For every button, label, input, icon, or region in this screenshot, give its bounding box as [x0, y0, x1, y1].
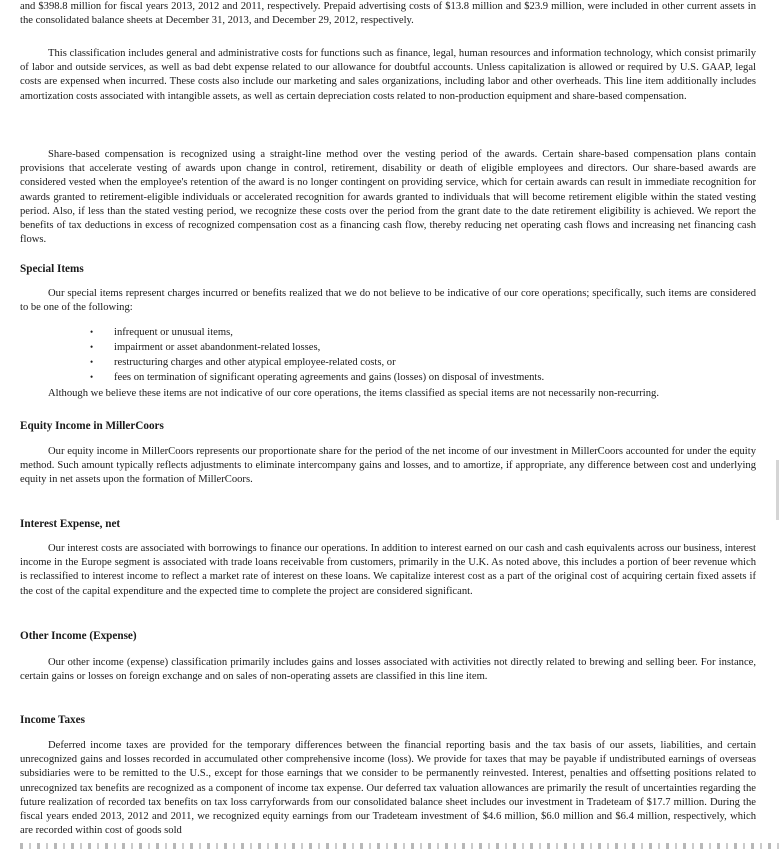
special-items-list — [90, 325, 690, 385]
list-item: • infrequent or unusual items, — [90, 325, 690, 340]
special-items-closing: Although we believe these items are not indicative of our core operations, the items classified as special items are not necessarily non-recurring. — [48, 388, 659, 399]
other-income-heading: Other Income (Expense) — [20, 630, 137, 642]
equity-income-paragraph: Our equity income in MillerCoors represents our proportionate share for the period of the net income of our investment in MillerCoors accounted for under the equity method. Such amount typically reflects adjustments to eliminate intercompany gains and losses, and to amortize, if appropriate, any difference between cost and underlying equity in net assets upon the formation of MillerCoors. — [20, 446, 756, 486]
scan-margin-mark — [776, 460, 779, 520]
list-item: • restructuring charges and other atypical employee-related costs, or — [90, 355, 690, 370]
interest-expense-heading: Interest Expense, net — [20, 518, 121, 530]
other-income-paragraph: Our other income (expense) classification primarily includes gains and losses associated with activities not directly related to brewing and selling beer. For instance, certain gains or losses on foreign exchange and on sales of non-operating assets are classified in this line item. — [20, 657, 756, 683]
list-item: • impairment or asset abandonment-related losses, — [90, 340, 690, 355]
general-admin-paragraph: This classification includes general and administrative costs for functions such as finance, legal, human resources and information technology, which consist primarily of labor and outside services, as well as bad debt expense related to our allowance for doubtful accounts. Unless capitalization is allowed or required by U.S. GAAP, legal costs are expensed when incurred. These costs also include our marketing and sales organizations, including labor and other overheads. This line item additionally includes amortization costs associated with intangible assets, as well as certain depreciation costs related to non-production equipment and share-based compensation. — [20, 48, 756, 102]
list-item: • fees on termination of significant operating agreements and gains (losses) on disposal of investments. — [90, 370, 690, 385]
equity-income-heading: Equity Income in MillerCoors — [20, 420, 164, 432]
special-items-paragraph: Our special items represent charges incurred or benefits realized that we do not believe to be indicative of our core operations; specifically, such items are considered to be one of the following: — [20, 288, 756, 314]
intro-paragraph: and $398.8 million for fiscal years 2013, 2012 and 2011, respectively. Prepaid advertising costs of $13.8 million and $23.9 million, were included in other current assets in the consolidated balance sheets at December 31, 2013, and December 29, 2012, respectively. — [20, 1, 756, 27]
interest-expense-paragraph: Our interest costs are associated with borrowings to finance our operations. In addition to interest earned on our cash and cash equivalents across our business, interest income in the Europe segment is associated with trade loans receivable from customers, primarily in the U.K. As noted above, this includes a portion of beer revenue which is reclassified to interest income to reflect a market rate of interest on these loans. We capitalize interest cost as a part of the original cost of acquiring certain fixed assets if the cost of the capital expenditure and the expected time to complete the project are considered significant. — [20, 543, 756, 597]
income-taxes-heading: Income Taxes — [20, 714, 85, 726]
income-taxes-paragraph: Deferred income taxes are provided for the temporary differences between the financial reporting basis and the tax basis of our assets, liabilities, and certain unrecognized gains and losses recorded in accumulated other comprehensive income (loss). We provide for taxes that may be payable if undistributed earnings of overseas subsidiaries were to be remitted to the U.S., except for those earnings that we consider to be permanently reinvested. Interest, penalties and offsetting positions related to unrecognized tax benefits are recognized as a component of income tax expense. Our deferred tax valuation allowances are primarily the result of uncertainties regarding the future realization of recorded tax benefits on tax loss carryforwards from our consolidated balance sheet includes our investment in Tradeteam of $17.7 million. During the fiscal years ended 2013, 2012 and 2011, we recognized equity earnings from our Tradeteam investment of $4.6 million, $6.0 million and $6.4 million, respectively, which are recorded within cost of goods sold — [20, 740, 756, 837]
special-items-heading: Special Items — [20, 263, 84, 275]
share-based-compensation-paragraph: Share-based compensation is recognized using a straight-line method over the vesting period of the awards. Certain share-based compensation plans contain provisions that accelerate vesting of awards upon change in control, retirement, disability or death of eligible employees and directors. Our share-based awards are considered vested when the employee's retention of the award is no longer contingent on providing service, which for certain awards can result in immediate recognition for awards granted to retirement-eligible individuals or accelerated recognition for awards granted to individuals that will become retirement eligible within the stated vesting period. Also, if less than the stated vesting period, we recognize these costs over the period from the grant date to the date retirement eligibility is achieved. We report the benefits of tax deductions in excess of recognized compensation cost as a financing cash flow, thereby reducing net operating cash flows and increasing net financing cash flows. — [20, 149, 756, 246]
scan-bottom-noise — [20, 843, 780, 849]
